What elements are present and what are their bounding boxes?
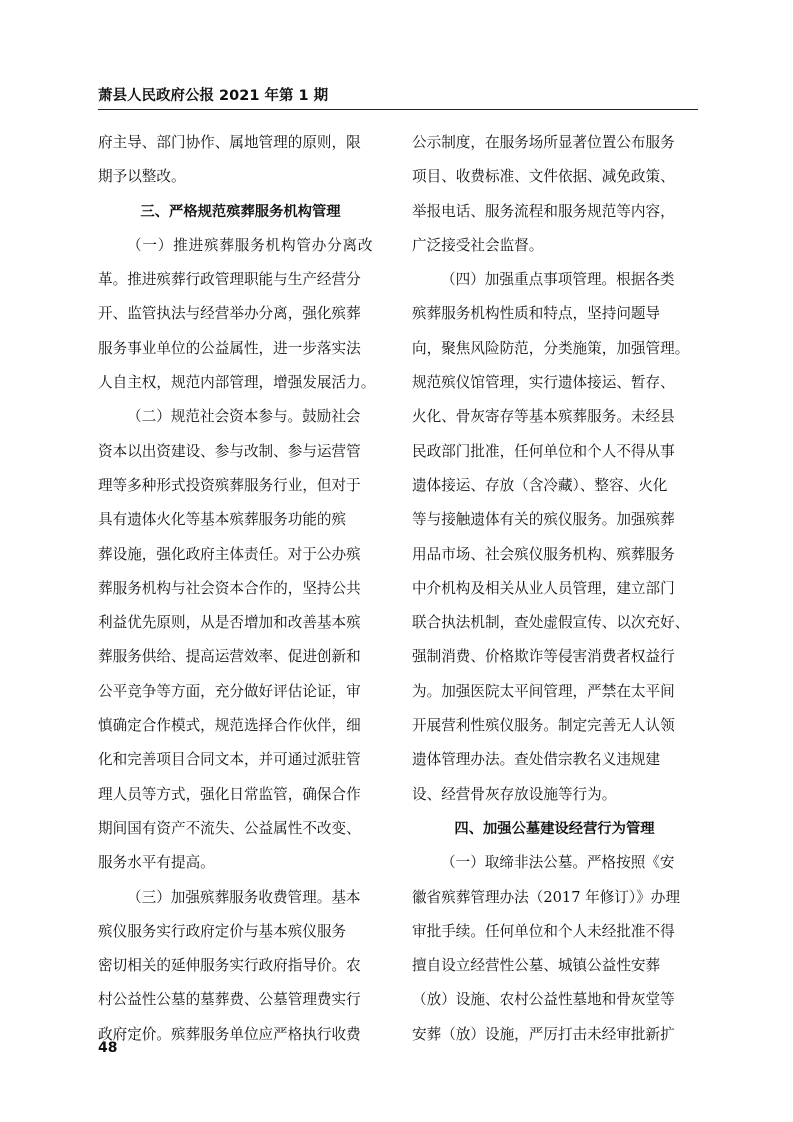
text-line: 期间国有资产不流失、公益属性不改变、 bbox=[98, 819, 361, 837]
page-number: 48 bbox=[98, 1040, 118, 1056]
text-line: 革。推进殡葬行政管理职能与生产经营分 bbox=[98, 271, 361, 289]
section-heading: 四、加强公墓建设经营行为管理 bbox=[454, 820, 655, 837]
text-line: 遗体管理办法。查处借宗教名义违规建 bbox=[412, 751, 661, 769]
text-line: 强制消费、价格欺诈等侵害消费者权益行 bbox=[412, 648, 675, 666]
text-line: 擅自设立经营性公墓、城镇公益性安葬 bbox=[412, 957, 661, 975]
text-line: 开、监管执法与经营举办分离，强化殡葬 bbox=[98, 305, 361, 323]
text-line: 理人员等方式，强化日常监管，确保合作 bbox=[98, 785, 361, 803]
text-line: 规范殡仪馆管理，实行遗体接运、暂存、 bbox=[412, 374, 675, 392]
text-line: 期予以整改。 bbox=[98, 168, 186, 186]
text-line: （二）规范社会资本参与。鼓励社会 bbox=[127, 408, 361, 426]
text-line: 徽省殡葬管理办法（2017 年修订）》办理 bbox=[412, 888, 680, 906]
text-line: 中介机构及相关从业人员管理，建立部门 bbox=[412, 579, 675, 597]
text-line: 殡仪服务实行政府定价与基本殡仪服务 bbox=[98, 922, 347, 940]
text-line: 用品市场、社会殡仪服务机构、殡葬服务 bbox=[412, 545, 675, 563]
text-line: 府主导、部门协作、属地管理的原则，限 bbox=[98, 134, 361, 151]
text-line: 密切相关的延伸服务实行政府指导价。农 bbox=[98, 957, 361, 975]
text-line: 慎确定合作模式，规范选择合作伙伴，细 bbox=[98, 717, 361, 735]
text-line: 殡葬服务机构性质和特点，坚持问题导 bbox=[412, 305, 661, 323]
page-header: 萧县人民政府公报 2021 年第 1 期 bbox=[98, 88, 329, 104]
text-line: （四）加强重点事项管理。根据各类 bbox=[441, 271, 675, 289]
text-line: 资本以出资建设、参与改制、参与运营管 bbox=[98, 442, 361, 460]
text-line: 具有遗体火化等基本殡葬服务功能的殡 bbox=[98, 511, 347, 529]
text-line: 村公益性公墓的墓葬费、公墓管理费实行 bbox=[98, 991, 361, 1009]
text-line: 开展营利性殡仪服务。制定完善无人认领 bbox=[412, 717, 675, 735]
header-divider bbox=[98, 109, 698, 110]
right-column bbox=[412, 126, 697, 1052]
text-line: 化和完善项目合同文本，并可通过派驻管 bbox=[98, 751, 361, 769]
text-line: 等与接触遗体有关的殡仪服务。加强殡葬 bbox=[412, 511, 675, 529]
text-line: （一）取缔非法公墓。严格按照《安 bbox=[441, 854, 675, 872]
text-line: 服务水平有提高。 bbox=[98, 854, 215, 872]
text-line: 广泛接受社会监督。 bbox=[412, 236, 544, 254]
left-column bbox=[98, 126, 383, 1052]
text-line: （放）设施、农村公益性墓地和骨灰堂等 bbox=[412, 991, 675, 1009]
text-line: （三）加强殡葬服务收费管理。基本 bbox=[127, 888, 361, 906]
text-line: 联合执法机制，查处虚假宣传、以次充好、 bbox=[412, 614, 690, 632]
text-line: 公平竞争等方面，充分做好评估论证，审 bbox=[98, 682, 361, 700]
text-line: 葬服务机构与社会资本合作的，坚持公共 bbox=[98, 579, 361, 597]
text-line: 火化、骨灰寄存等基本殡葬服务。未经县 bbox=[412, 408, 675, 426]
text-line: 为。加强医院太平间管理，严禁在太平间 bbox=[412, 682, 675, 700]
section-heading: 三、严格规范殡葬服务机构管理 bbox=[140, 203, 341, 220]
text-line: 举报电话、服务流程和服务规范等内容， bbox=[412, 202, 675, 220]
text-line: 葬服务供给、提高运营效率、促进创新和 bbox=[98, 648, 361, 666]
text-line: 服务事业单位的公益属性，进一步落实法 bbox=[98, 339, 361, 357]
text-line: 安葬（放）设施，严厉打击未经审批新扩 bbox=[412, 1025, 675, 1043]
text-line: 向，聚焦风险防范，分类施策，加强管理。 bbox=[412, 339, 690, 357]
text-line: 利益优先原则，从是否增加和改善基本殡 bbox=[98, 614, 361, 632]
text-line: 民政部门批准，任何单位和个人不得从事 bbox=[412, 442, 675, 460]
text-line: 项目、收费标准、文件依据、减免政策、 bbox=[412, 168, 675, 186]
text-line: 政府定价。殡葬服务单位应严格执行收费 bbox=[98, 1025, 361, 1043]
text-line: 人自主权，规范内部管理，增强发展活力。 bbox=[98, 374, 376, 392]
text-line: （一）推进殡葬服务机构管办分离改 bbox=[127, 236, 374, 254]
text-line: 葬设施，强化政府主体责任。对于公办殡 bbox=[98, 545, 361, 563]
text-line: 理等多种形式投资殡葬服务行业，但对于 bbox=[98, 476, 361, 494]
text-line: 审批手续。任何单位和个人未经批准不得 bbox=[412, 922, 675, 940]
text-line: 设、经营骨灰存放设施等行为。 bbox=[412, 785, 617, 803]
text-line: 公示制度，在服务场所显著位置公布服务 bbox=[412, 134, 675, 151]
text-line: 遗体接运、存放（含冷藏）、整容、火化 bbox=[412, 476, 668, 494]
